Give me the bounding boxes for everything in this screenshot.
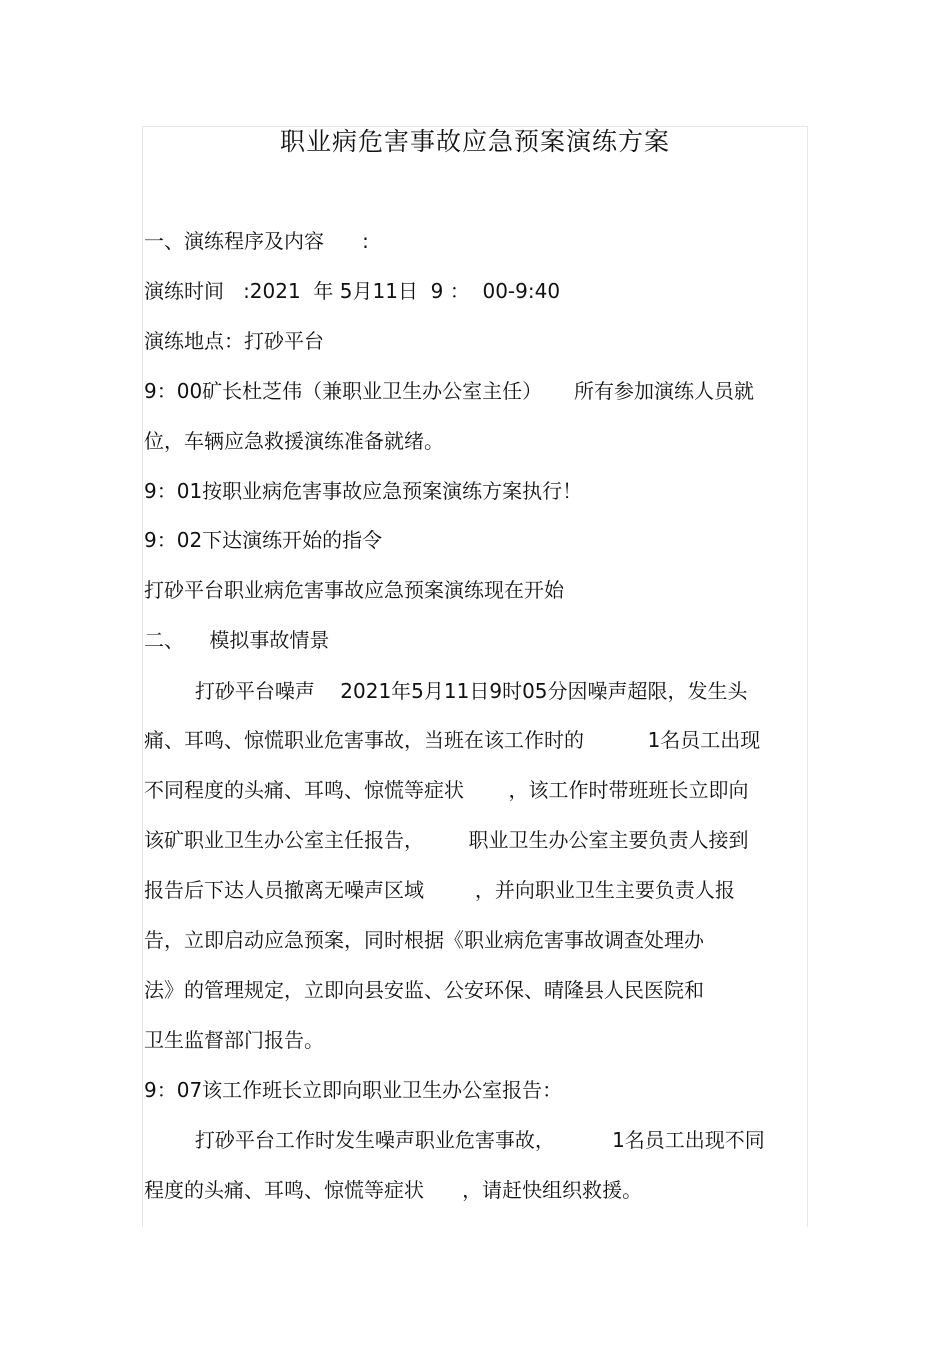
body-line: 9：02下达演练开始的指令 <box>144 528 383 552</box>
body-line: 报告后下达人员撤离无噪声区域 ，并向职业卫生主要负责人报 <box>144 878 735 902</box>
drill-time-line: 演练时间 :2021 年 5月11日 9 ： 00-9:40 <box>144 279 561 303</box>
body-line: 卫生监督部门报告。 <box>144 1028 324 1052</box>
body-line: 9：01按职业病危害事故应急预案演练方案执行！ <box>144 479 583 503</box>
body-line: 打砂平台职业病危害事故应急预案演练现在开始 <box>144 578 564 602</box>
body-line: 痛、耳鸣、惊慌职业危害事故，当班在该工作时的 1名员工出现 <box>144 728 761 752</box>
body-line: 该矿职业卫生办公室主任报告， 职业卫生办公室主要负责人接到 <box>144 828 749 852</box>
body-line: 告，立即启动应急预案，同时根据《职业病危害事故调查处理办 <box>144 928 704 952</box>
body-line: 9：00矿长杜芝伟（兼职业卫生办公室主任） 所有参加演练人员就 <box>144 379 754 403</box>
body-line: 不同程度的头痛、耳鸣、惊慌等症状 ，该工作时带班班长立即向 <box>144 778 749 802</box>
body-line: 9：07该工作班长立即向职业卫生办公室报告： <box>144 1078 563 1102</box>
body-line: 打砂平台工作时发生噪声职业危害事故， 1名员工出现不同 <box>144 1128 765 1152</box>
document-title: 职业病危害事故应急预案演练方案 <box>279 127 670 156</box>
body-line: 法》的管理规定，立即向县安监、公安环保、晴隆县人民医院和 <box>144 978 704 1002</box>
body-line: 打砂平台噪声 2021年5月11日9时05分因噪声超限，发生头 <box>144 679 748 703</box>
section-heading-procedure: 一、演练程序及内容 : <box>144 229 369 253</box>
body-line: 位，车辆应急救援演练准备就绪。 <box>144 429 444 453</box>
body-line: 程度的头痛、耳鸣、惊慌等症状 ，请赶快组织救援。 <box>144 1178 643 1202</box>
drill-location-line: 演练地点：打砂平台 <box>144 329 324 353</box>
section-heading-scenario: 二、 模拟事故情景 <box>144 628 330 652</box>
